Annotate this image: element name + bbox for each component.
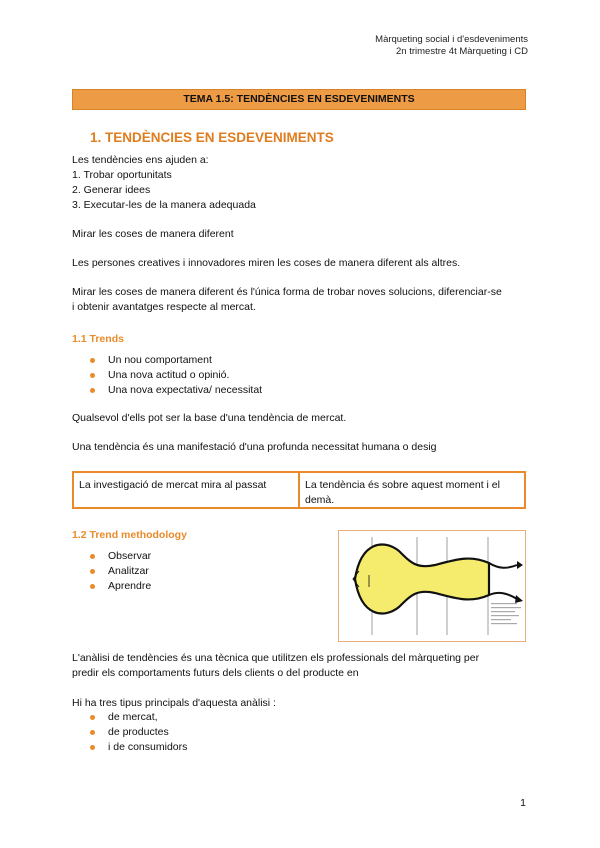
list-item: de mercat, [90, 710, 187, 725]
intro-item: 2. Generar idees [72, 184, 151, 196]
paragraph-line: L'anàlisi de tendències és una tècnica que utilitzen els professionals del màrqueting per [72, 652, 480, 664]
bullet-icon [90, 388, 95, 393]
paragraph-line: Mirar les coses de manera diferent és l'única forma de trobar noves solucions, diferenciar-se [72, 286, 502, 298]
subsection-title-methodology: 1.2 Trend methodology [72, 529, 187, 541]
bullet-icon [90, 715, 95, 720]
paragraph [72, 651, 528, 681]
paragraph: Una tendència és una manifestació d'una profunda necessitat humana o desig [72, 441, 437, 453]
intro-lead: Les tendències ens ajuden a: [72, 154, 209, 166]
bullet-icon [90, 358, 95, 363]
paragraph-line: predir els comportaments futurs dels clients o del producte en [72, 667, 359, 679]
trend-diagram [338, 530, 526, 642]
running-header [375, 34, 528, 58]
list-item: Aprendre [90, 579, 151, 594]
trends-list [90, 353, 262, 398]
intro-item: 1. Trobar oportunitats [72, 169, 172, 181]
page-number: 1 [520, 797, 526, 809]
list-item: Analitzar [90, 564, 151, 579]
list-item: Observar [90, 549, 151, 564]
bullet-icon [90, 554, 95, 559]
list-item: Una nova actitud o opinió. [90, 368, 262, 383]
bullet-icon [90, 569, 95, 574]
paragraph [72, 285, 528, 315]
types-lead: Hi ha tres tipus principals d'aquesta anàlisi : [72, 697, 276, 709]
methodology-list [90, 549, 151, 594]
header-course: Màrqueting social i d'esdeveniments [375, 34, 528, 45]
subsection-title-trends: 1.1 Trends [72, 333, 124, 345]
paragraph: Mirar les coses de manera diferent [72, 228, 234, 240]
table-cell-left: La investigació de mercat mira al passat [74, 473, 300, 507]
header-term: 2n trimestre 4t Màrqueting i CD [396, 46, 528, 57]
table-cell-right: La tendència és sobre aquest moment i el demà. [305, 479, 500, 506]
comparison-table [72, 471, 526, 509]
bullet-icon [90, 373, 95, 378]
bullet-icon [90, 584, 95, 589]
bullet-icon [90, 730, 95, 735]
list-item: Un nou comportament [90, 353, 262, 368]
trend-funnel-illustration [339, 531, 525, 641]
types-list [90, 710, 187, 755]
section-title: 1. TENDÈNCIES EN ESDEVENIMENTS [90, 130, 334, 145]
paragraph-line: i obtenir avantatges respecte al mercat. [72, 301, 256, 313]
list-item: i de consumidors [90, 740, 187, 755]
list-item: Una nova expectativa/ necessitat [90, 383, 262, 398]
intro-block [72, 153, 256, 213]
intro-item: 3. Executar-les de la manera adequada [72, 199, 256, 211]
bullet-icon [90, 745, 95, 750]
paragraph: Les persones creatives i innovadores miren les coses de manera diferent als altres. [72, 257, 461, 269]
paragraph: Qualsevol d'ells pot ser la base d'una tendència de mercat. [72, 412, 347, 424]
topic-banner: TEMA 1.5: TENDÈNCIES EN ESDEVENIMENTS [72, 89, 526, 110]
list-item: de productes [90, 725, 187, 740]
